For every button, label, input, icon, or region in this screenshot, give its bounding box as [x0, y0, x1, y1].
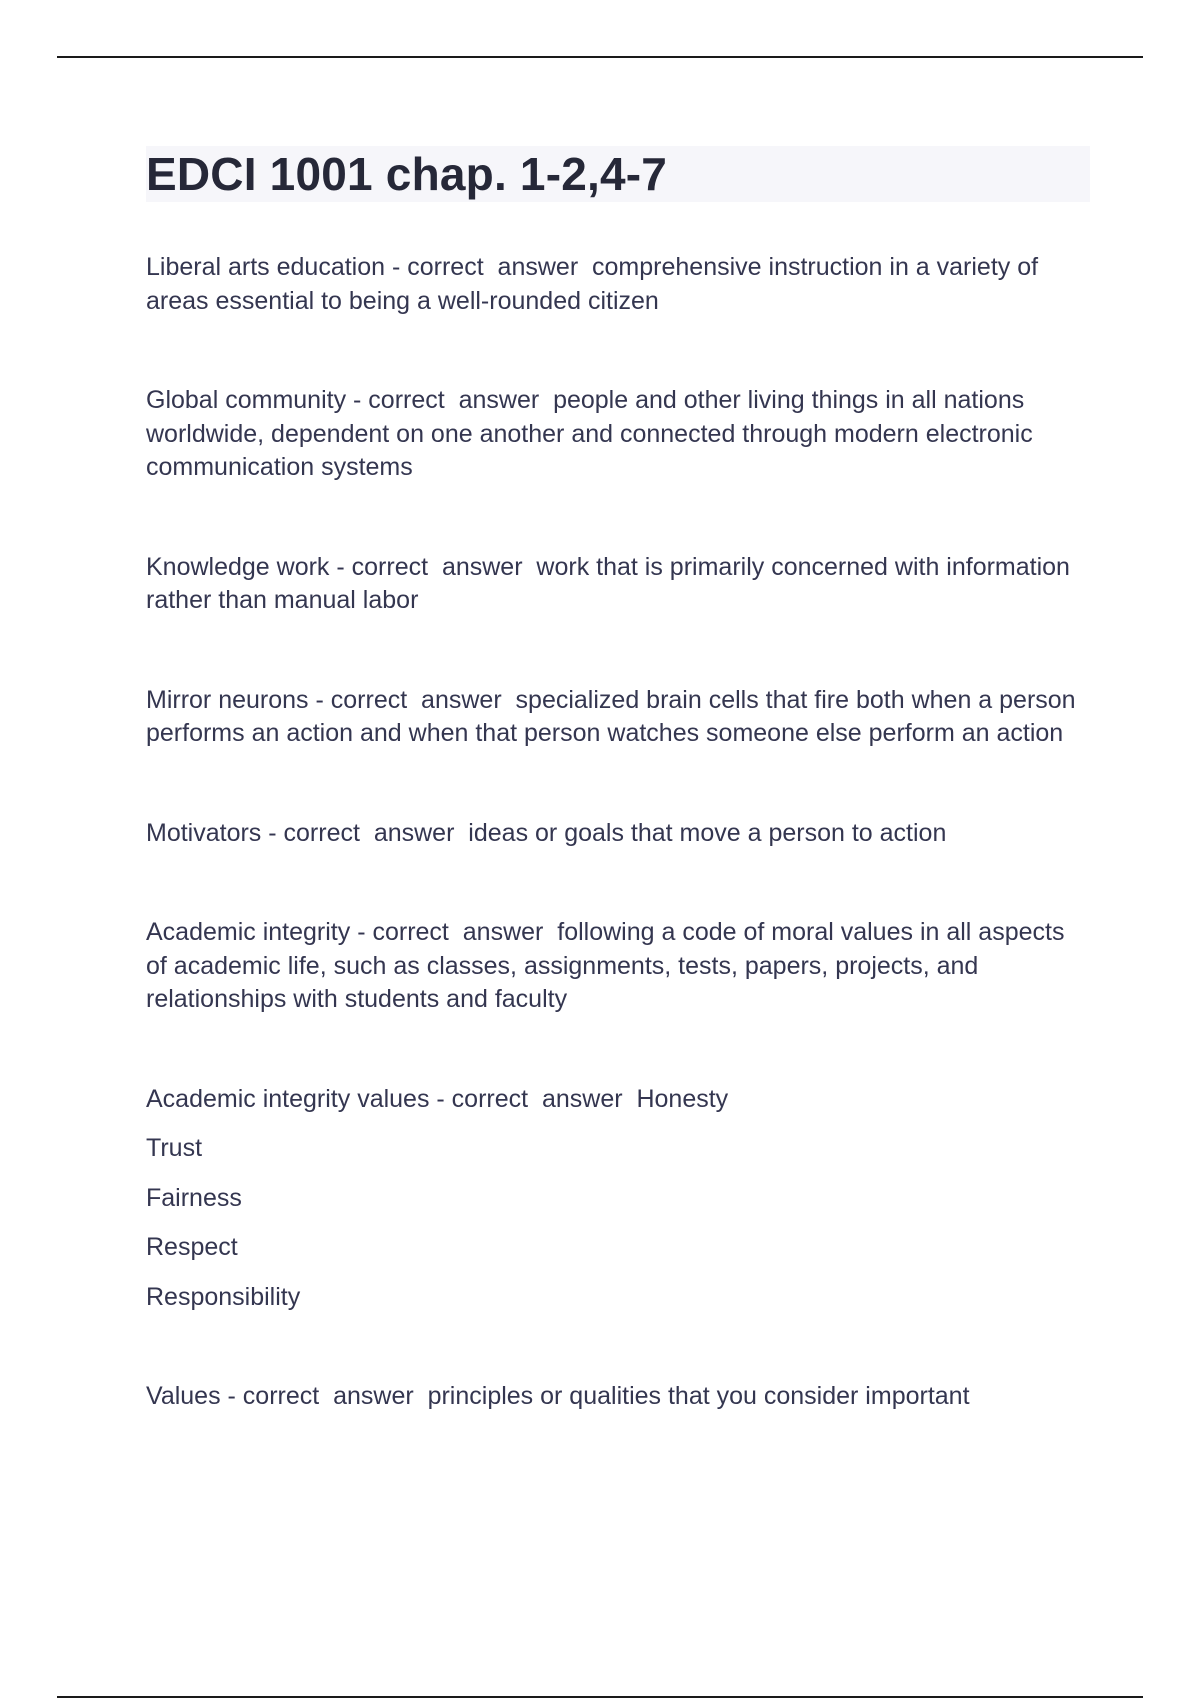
value-fairness: Fairness [146, 1183, 242, 1212]
bottom-rule [57, 1696, 1143, 1698]
value-respect: Respect [146, 1233, 238, 1261]
value-trust: Trust [146, 1134, 203, 1162]
entry-academic-integrity: Academic integrity - correct answer following a code of moral values in all aspects of academic life, such as classes, assignments, tests, papers, projects, and relationships with students and faculty [146, 918, 1072, 1013]
entry-motivators: Motivators - correct answer ideas or goals that move a person to action [146, 818, 947, 847]
document-title: EDCI 1001 chap. 1-2,4-7 [146, 148, 668, 200]
entry-academic-integrity-values: Academic integrity values - correct answer Honesty [146, 1084, 729, 1113]
title-band [146, 146, 1090, 202]
top-rule [57, 56, 1143, 58]
value-responsibility: Responsibility [146, 1282, 301, 1311]
document-body [146, 146, 1090, 1480]
entry-list [146, 251, 1090, 1414]
entry-global-community: Global community - correct answer people and other living things in all nations worldwide, dependent on one another and connected through modern electronic communication systems [146, 386, 1040, 481]
entry-values: Values - correct answer principles or qualities that you consider important [146, 1382, 970, 1410]
entry-knowledge-work: Knowledge work - correct answer work that is primarily concerned with information rather than manual labor [146, 552, 1077, 614]
entry-liberal-arts: Liberal arts education - correct answer comprehensive instruction in a variety of areas essential to being a well-rounded citizen [146, 253, 1046, 315]
entry-mirror-neurons: Mirror neurons - correct answer specialized brain cells that fire both when a person performs an action and when that person watches someone else perform an action [146, 685, 1083, 747]
